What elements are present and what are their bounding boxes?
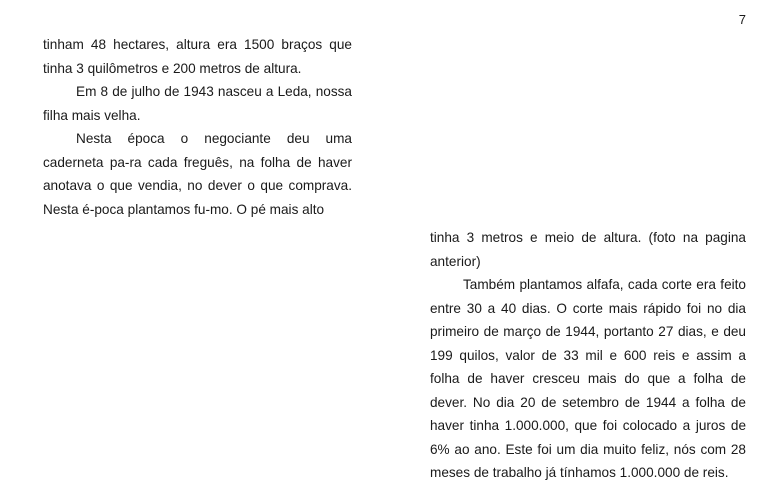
left-paragraph-3: Nesta época o negociante deu uma caderneta pa-ra cada freguês, na folha de haver anotava o que vendia, no dever o que comprava. Nesta é-poca plantamos fu-mo. O pé mais alto (43, 131, 352, 217)
left-text-column (43, 33, 352, 221)
page-number: 7 (738, 12, 746, 27)
left-paragraph-2: Em 8 de julho de 1943 nasceu a Leda, nossa filha mais velha. (43, 84, 352, 123)
right-paragraph-1: tinha 3 metros e meio de altura. (foto na pagina anterior) (430, 230, 746, 269)
right-paragraph-2: Também plantamos alfafa, cada corte era feito entre 30 a 40 dias. O corte mais rápido foi no dia primeiro de março de 1944, portanto 27 dias, e deu 199 quilos, valor de 33 mil e 600 reis e assim a folha de haver cresceu mais do que a folha de dever. No dia 20 de setembro de 1944 a folha de haver tinha 1.000.000, que foi colocado a juros de 6% ao ano. Este foi um dia muito feliz, nós com 28 meses de trabalho já tínhamos 1.000.000 de reis. (430, 277, 746, 480)
right-text-column (430, 226, 746, 485)
left-paragraph-1: tinham 48 hectares, altura era 1500 braços que tinha 3 quilômetros e 200 metros de altura. (43, 37, 352, 76)
